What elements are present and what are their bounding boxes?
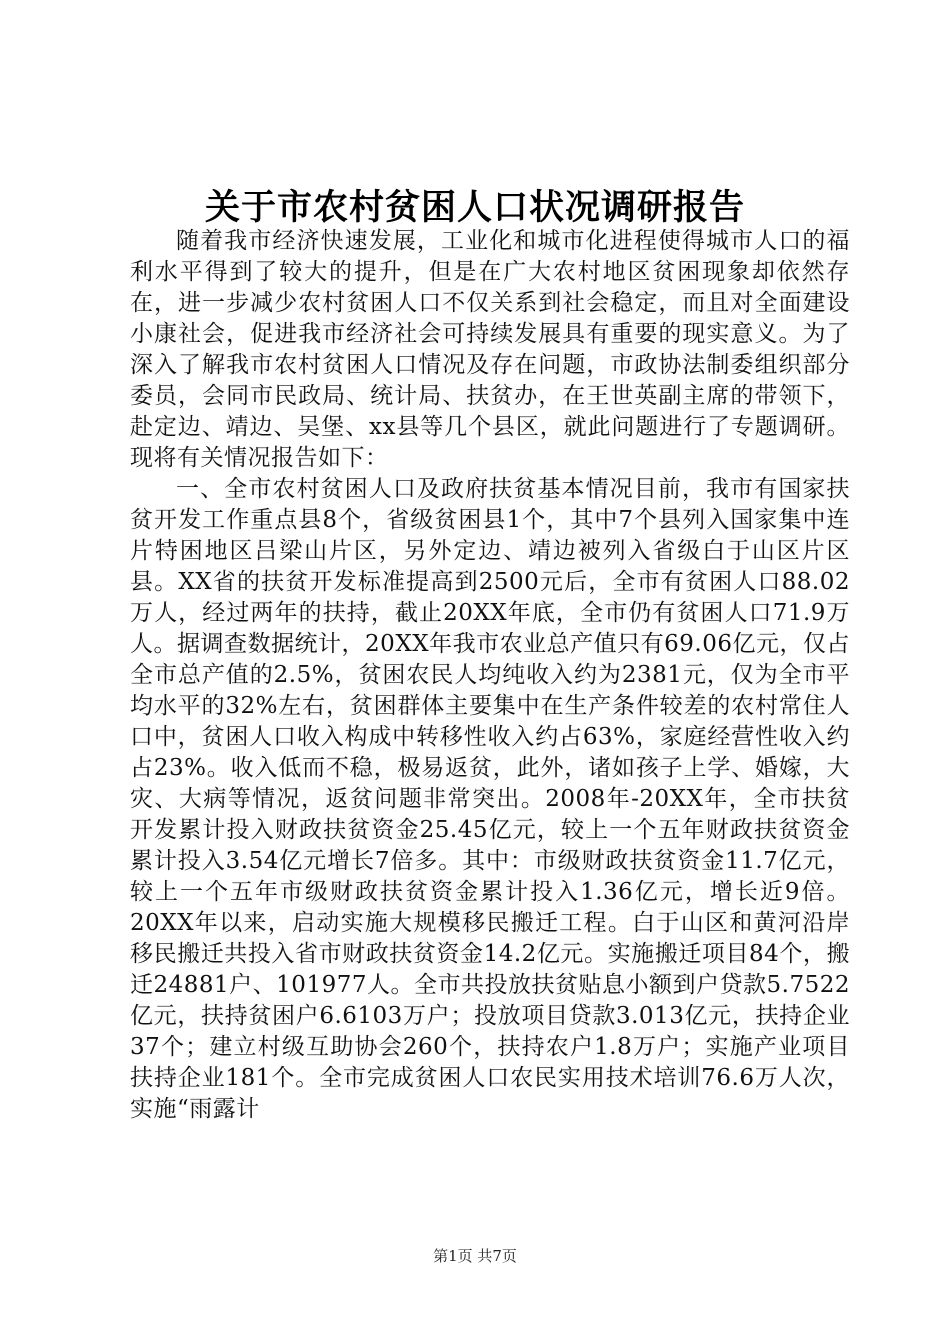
document-title: 关于市农村贫困人口状况调研报告 [204,187,745,228]
paragraph-intro: 随着我市经济快速发展，工业化和城市化进程使得城市人口的福利水平得到了较大的提升，但是在广大农村地区贫困现象却依然存在，进一步减少农村贫困人口不仅关系到社会稳定，而且对全面建设小康社会，促进我市经济社会可持续发展具有重要的现实意义。为了深入了解我市农村贫困人口情况及存在问题，市政协法制委组织部分委员，会同市民政局、统计局、扶贫办，在王世英副主席的带领下，赴定边、靖边、吴堡、xx县等几个县区，就此问题进行了专题调研。现将有关情况报告如下： [130,228,850,471]
document-body [130,226,850,1125]
paragraph-section-1: 一、全市农村贫困人口及政府扶贫基本情况目前，我市有国家扶贫开发工作重点县8个，省级贫困县1个，其中7个县列入国家集中连片特困地区吕梁山片区，另外定边、靖边被列入省级白于山区片区县。XX省的扶贫开发标准提高到2500元后，全市有贫困人口88.02万人，经过两年的扶持，截止20XX年底，全市仍有贫困人口71.9万人。据调查数据统计，20XX年我市农业总产值只有69.06亿元，仅占全市总产值的2.5%，贫困农民人均纯收入约为2381元，仅为全市平均水平的32%左右，贫困群体主要集中在生产条件较差的农村常住人口中，贫困人口收入构成中转移性收入约占63%，家庭经营性收入约占23%。收入低而不稳，极易返贫，此外，诸如孩子上学、婚嫁，大灾、大病等情况，返贫问题非常突出。2008年-20XX年，全市扶贫开发累计投入财政扶贫资金25.45亿元，较上一个五年财政扶贫资金累计投入3.54亿元增长7倍多。其中：市级财政扶贫资金11.7亿元，较上一个五年市级财政扶贫资金累计投入1.36亿元，增长近9倍。20XX年以来，启动实施大规模移民搬迁工程。白于山区和黄河沿岸移民搬迁共投入省市财政扶贫资金14.2亿元。实施搬迁项目84个，搬迁24881户、101977人。全市共投放扶贫贴息小额到户贷款5.7522亿元，扶持贫困户6.6103万户；投放项目贷款3.013亿元，扶持企业37个；建立村级互助协会260个，扶持农户1.8万户；实施产业项目扶持企业181个。全市完成贫困人口农民实用技术培训76.6万人次，实施“雨露计 [130,476,850,1122]
page-number-footer: 第1页 共7页 [433,1247,517,1265]
